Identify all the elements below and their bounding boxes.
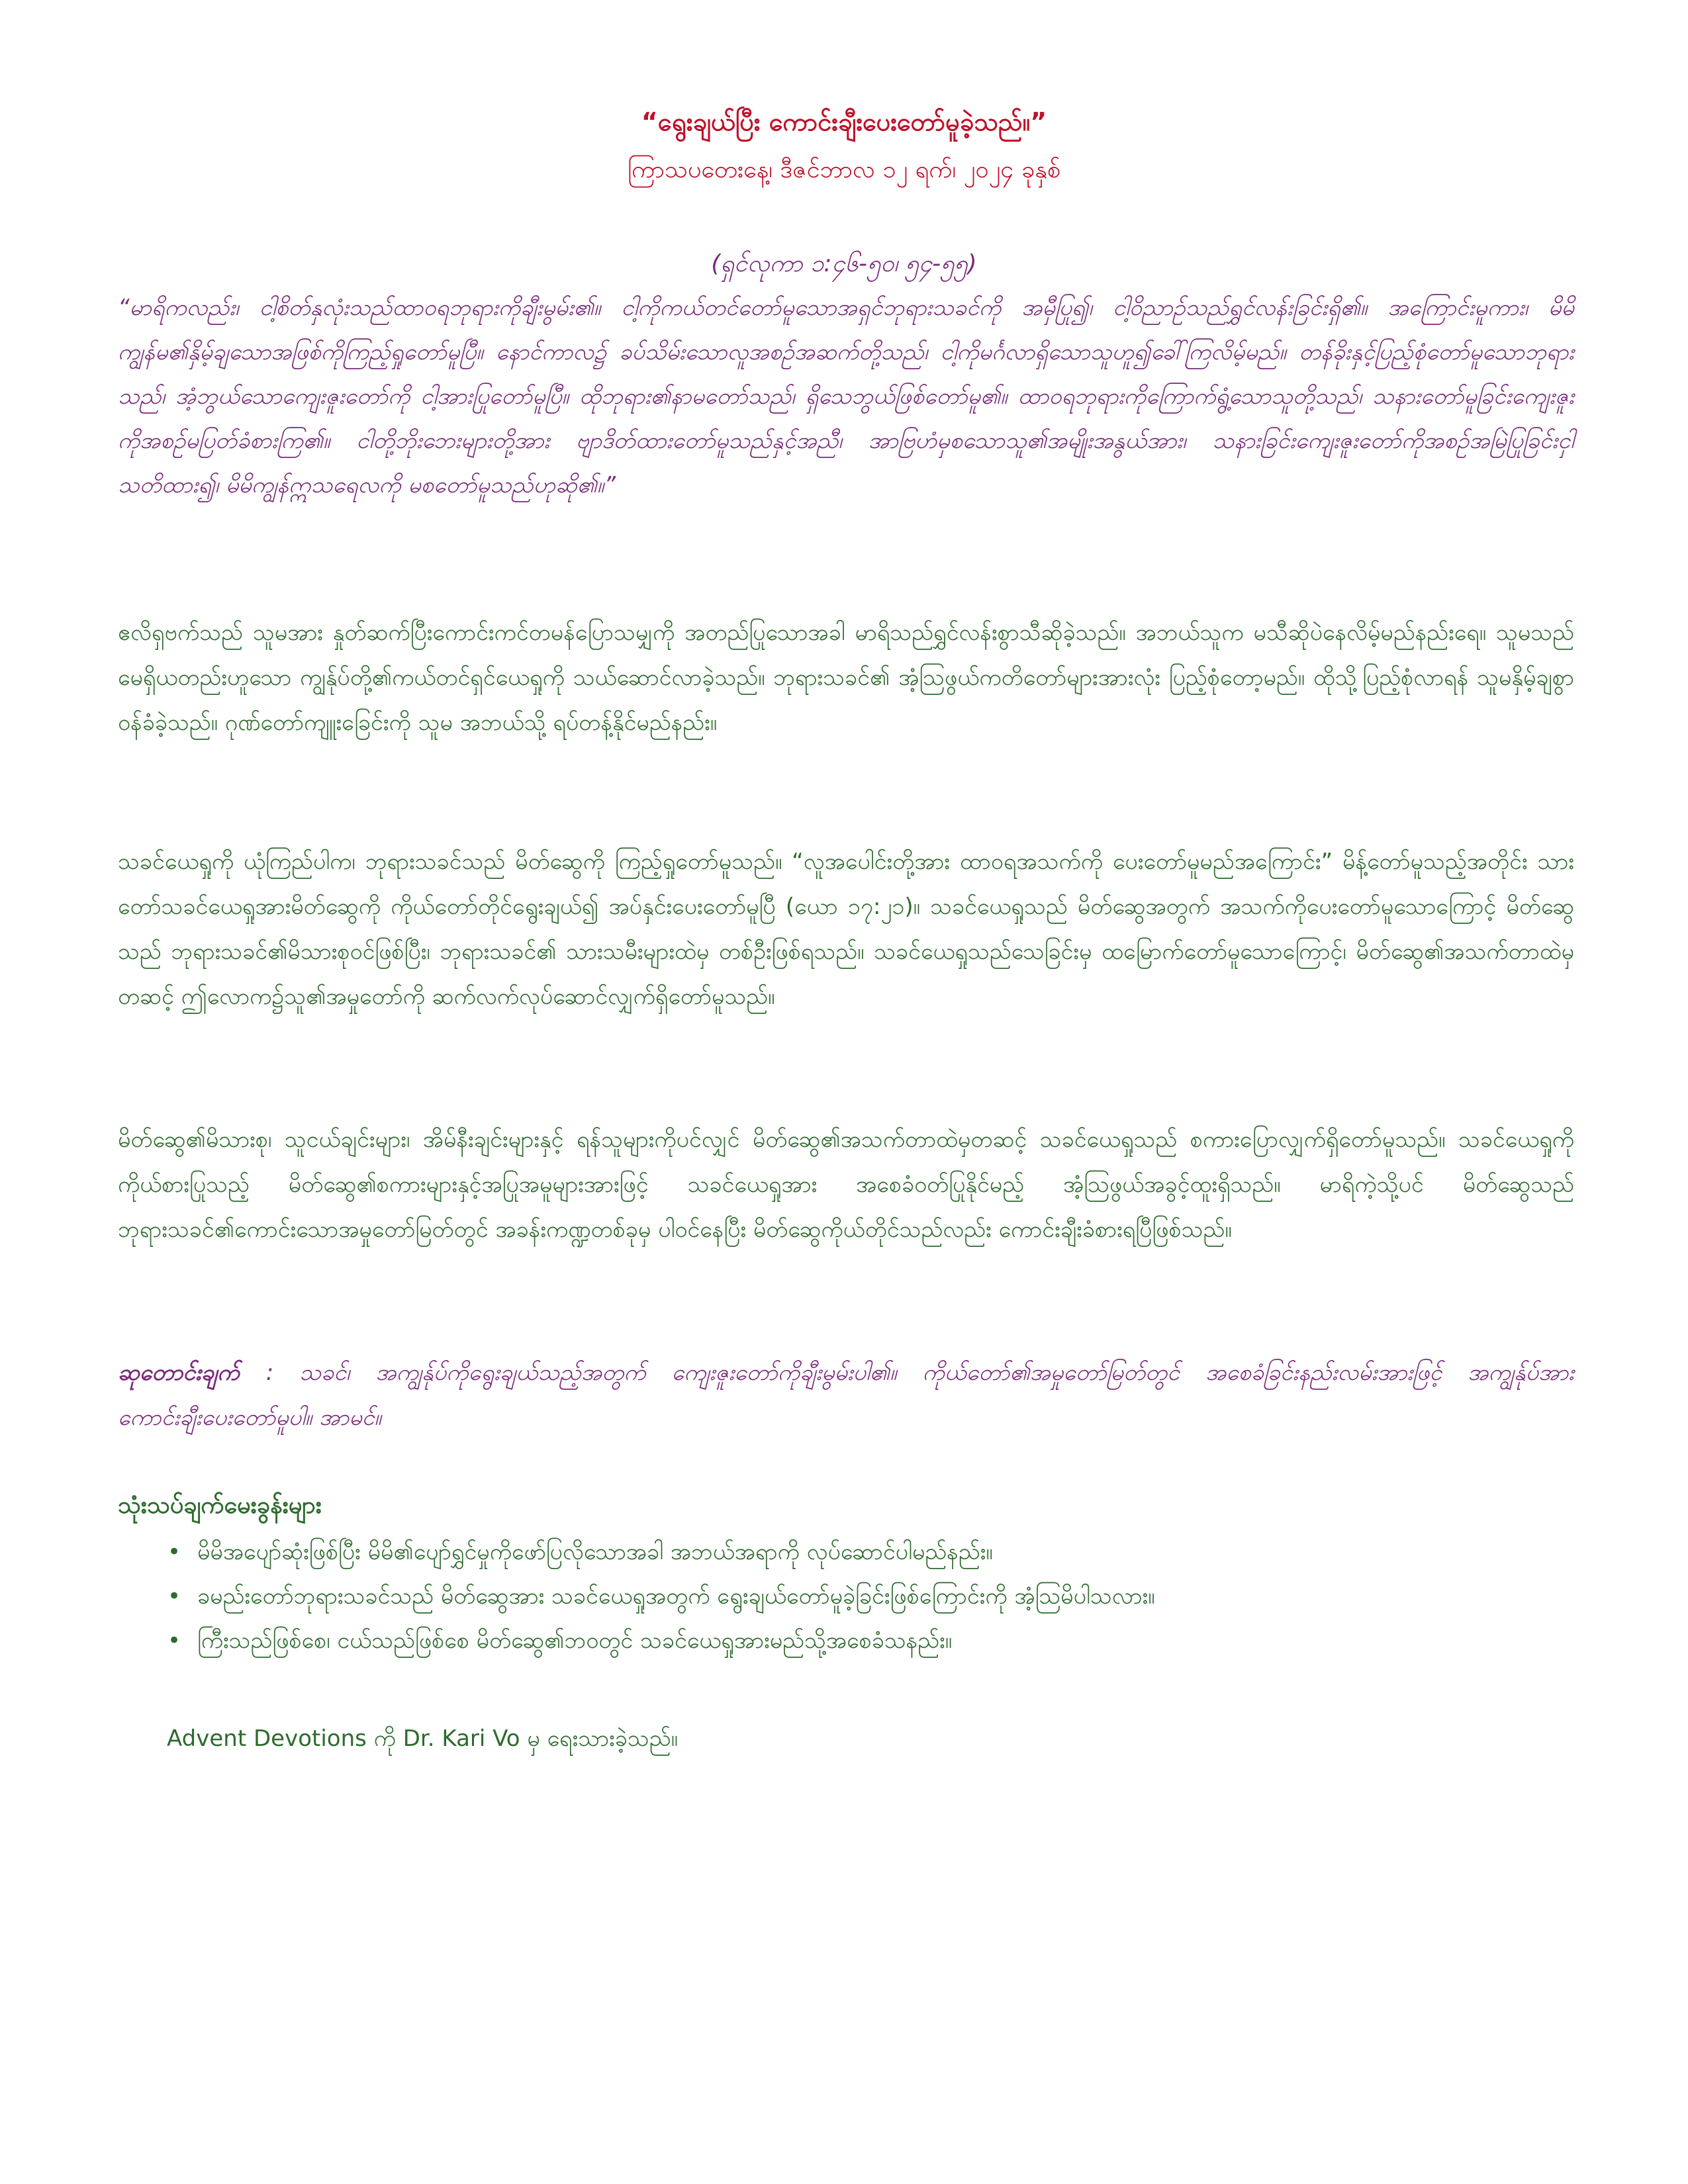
list-item bbox=[118, 1619, 1574, 1663]
list-item bbox=[118, 1574, 1574, 1619]
prayer-block bbox=[118, 1350, 1574, 1440]
scripture-reference: (ရှင်လုကာ ၁:၄၆-၅၀၊ ၅၄-၅၅) bbox=[711, 250, 977, 277]
page-date: ကြာသပတေးနေ့၊ ဒီဇင်ဘာလ ၁၂ ရက်၊ ၂၀၂၄ ခုနှစ် bbox=[627, 156, 1061, 183]
body-paragraph-1: ဧလိရှဗက်သည် သူမအား နှုတ်ဆက်ပြီးကောင်းကင်တမန်ပြောသမျှကို အတည်ပြုသောအခါ မာရိသည်ရွှင်လန်းစွာသီဆိုခဲ့သည်။ အဘယ်သူက မသီဆိုပဲနေလိမ့်မည်နည်းရေ။ သူမသည် မေရှိယတည်းဟူသော ကျွန်ုပ်တို့၏ကယ်တင်ရှင်ယေရှုကို သယ်ဆောင်လာခဲ့သည်။ ဘုရားသခင်၏ အံ့သြဖွယ်ကတိတော်များအားလုံး ပြည့်စုံတော့မည်။ ထိုသို့ပြည့်စုံလာရန် သူမနှိမ့်ချစွာဝန်ခံခဲ့သည်။ ဂုဏ်တော်ကျူးခြေင်းကို သူမ အဘယ်သို့ ရပ်တန့်နိုင်မည်နည်း။ bbox=[118, 619, 1574, 736]
author-credit: Advent Devotions ကို Dr. Kari Vo မှ ရေးသားခဲ့သည်။ bbox=[167, 1725, 678, 1752]
question-text: ခမည်းတော်ဘုရားသခင်သည် မိတ်ဆွေအား သခင်ယေရှုအတွက် ရွေးချယ်တော်မူခဲ့ခြင်းဖြစ်ကြောင်းကို အံ့သြမိပါသလား။ bbox=[197, 1583, 1155, 1610]
page-title: “ရွေးချယ်ပြီး ကောင်းချီးပေးတော်မူခဲ့သည်။” bbox=[641, 107, 1047, 136]
questions-heading: သုံးသပ်ချက်မေးခွန်းများ bbox=[118, 1492, 322, 1519]
body-paragraph-3: မိတ်ဆွေ၏မိသားစု၊ သူငယ်ချင်းများ၊ အိမ်နီးချင်းများနှင့် ရန်သူများကိုပင်လျှင် မိတ်ဆွေ၏အသက်တာထဲမှတဆင့် သခင်ယေရှုသည် စကားပြောလျှက်ရှိတော်မူသည်။ သခင်ယေရှုကို ကိုယ်စားပြုသည့် မိတ်ဆွေ၏စကားများနှင့်အပြုအမူများအားဖြင့် သခင်ယေရှုအား အစေခံဝတ်ပြုနိုင်မည့် အံ့သြဖွယ်အခွင့်ထူးရှိသည်။ မာရိကဲ့သို့ပင် မိတ်ဆွေသည် ဘုရားသခင်၏ကောင်းသောအမှုတော်မြတ်တွင် အခန်းကဏ္ဍတစ်ခုမှ ပါဝင်နေပြီး မိတ်ဆွေကိုယ်တိုင်သည်လည်း ကောင်းချီးခံစားရပြီဖြစ်သည်။ bbox=[118, 1126, 1574, 1243]
prayer-label: ဆုတောင်းချက် bbox=[118, 1359, 240, 1386]
prayer-text: : သခင်၊ အကျွန်ုပ်ကိုရွေးချယ်သည့်အတွက် ကျေးဇူးတော်ကိုချီးမွမ်းပါ၏။ ကိုယ်တော်၏အမှုတော်မြတ်တွင် အစေခံခြင်းနည်းလမ်းအားဖြင့် အကျွန်ုပ်အား ကောင်းချီးပေးတော်မူပါ။ အာမင်။ bbox=[118, 1359, 1574, 1431]
bullet-icon: • bbox=[167, 1627, 181, 1654]
list-item bbox=[118, 1530, 1574, 1574]
body-paragraph-2: သခင်ယေရှုကို ယုံကြည်ပါက၊ ဘုရားသခင်သည် မိတ်ဆွေကို ကြည့်ရှုတော်မူသည်။ “လူအပေါင်းတို့အား ထာဝရအသက်ကို ပေးတော်မူမည်အကြောင်း” မိန့်တော်မူသည့်အတိုင်း သားတော်သခင်ယေရှုအားမိတ်ဆွေကို ကိုယ်တော်တိုင်ရွေးချယ်၍ အပ်နှင်းပေးတော်မူပြီ (ယော ၁၇:၂၁)။ သခင်ယေရှုသည် မိတ်ဆွေအတွက် အသက်ကိုပေးတော်မူသောကြောင့် မိတ်ဆွေသည် ဘုရားသခင်၏မိသားစုဝင်ဖြစ်ပြီး၊ ဘုရားသခင်၏ သားသမီးများထဲမှ တစ်ဦးဖြစ်ရသည်။ သခင်ယေရှုသည်သေခြင်းမှ ထမြောက်တော်မူသောကြောင့်၊ မိတ်ဆွေ၏အသက်တာထဲမှတဆင့် ဤလောက၌သူ၏အမှုတော်ကို ဆက်လက်လုပ်ဆောင်လျှက်ရှိတော်မူသည်။ bbox=[118, 848, 1574, 1010]
question-text: မိမိအပျော်ဆုံးဖြစ်ပြီး မိမိ၏ပျော်ရွှင်မှုကိုဖော်ပြလိုသောအခါ အဘယ်အရာကို လုပ်ဆောင်ပါမည်နည်း။ bbox=[197, 1539, 993, 1565]
bullet-icon: • bbox=[167, 1539, 181, 1565]
questions-list bbox=[118, 1530, 1574, 1663]
bullet-icon: • bbox=[167, 1583, 181, 1610]
question-text: ကြီးသည်ဖြစ်စေ၊ ငယ်သည်ဖြစ်စေ မိတ်ဆွေ၏ဘဝတွင် သခင်ယေရှုအားမည်သို့အစေခံသနည်း။ bbox=[197, 1627, 953, 1654]
scripture-text: “မာရိကလည်း၊ ငါ့စိတ်နှလုံးသည်ထာဝရဘုရားကိုချီးမွမ်း၏။ ငါ့ကိုကယ်တင်တော်မူသောအရှင်ဘုရားသခင်ကို အမှီပြု၍၊ ငါ့ဝိညာဉ်သည်ရွှင်လန်းခြင်းရှိ၏။ အကြောင်းမူကား၊ မိမိကျွန်မ၏နှိမ့်ချသောအဖြစ်ကိုကြည့်ရှုတော်မူပြီ။ နောင်ကာလ၌ ခပ်သိမ်းသောလူအစဉ်အဆက်တို့သည်၊ ငါ့ကိုမင်္ဂလာရှိသောသူဟူ၍ခေါ်ကြလိမ့်မည်။ တန်ခိုးနှင့်ပြည့်စုံတော်မူသောဘုရားသည်၊ အံ့ဘွယ်သောကျေးဇူးတော်ကို ငါ့အားပြုတော်မူပြီ။ ထိုဘုရား၏နာမတော်သည်၊ ရှိသေဘွယ်ဖြစ်တော်မူ၏။ ထာဝရဘုရားကိုကြောက်ရွံ့သောသူတို့သည်၊ သနားတော်မူခြင်းကျေးဇူးကိုအစဉ်မပြတ်ခံစားကြ၏။ ငါတို့ဘိုးဘေးများတို့အား ဗျာဒိတ်ထားတော်မူသည်နှင့်အညီ၊ အာဗြဟံမှစသောသူ၏အမျိုးအနွယ်အား၊ သနားခြင်းကျေးဇူးတော်ကိုအစဉ်အမြဲပြုခြင်းငှါ သတိထား၍၊ မိမိကျွန်ဣသရေလကို မစတော်မူသည်ဟုဆို၏။” bbox=[118, 295, 1574, 498]
